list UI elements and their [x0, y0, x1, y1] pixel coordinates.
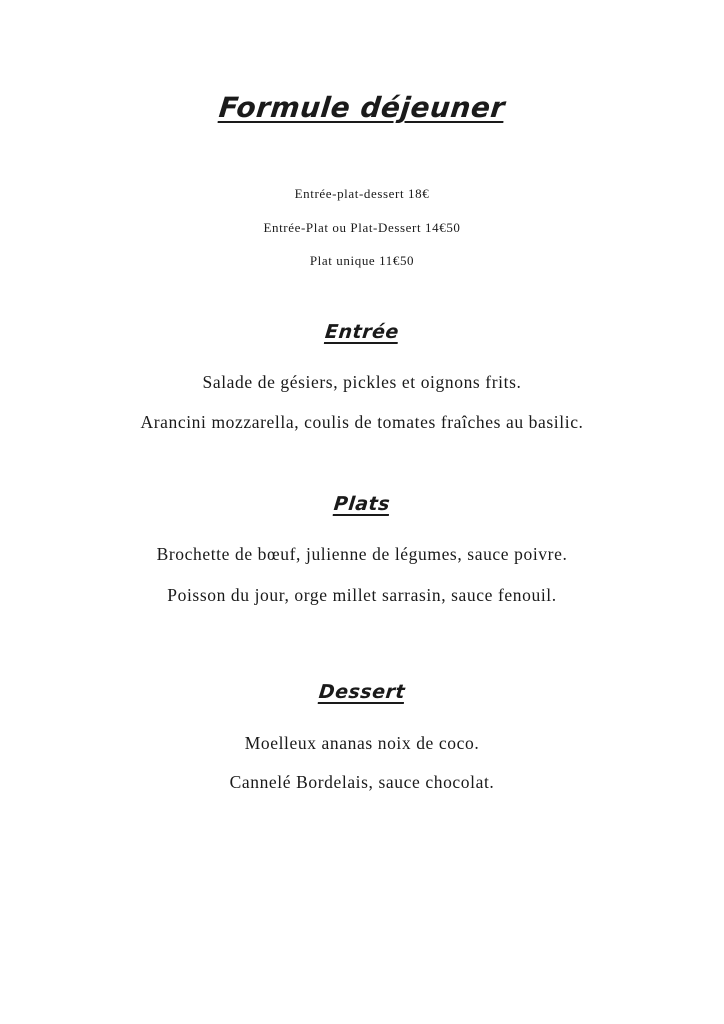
formula-item: Entrée-Plat ou Plat-Dessert 14€50 [263, 220, 461, 235]
dish-item: Salade de gésiers, pickles et oignons frits. [202, 372, 522, 392]
section-title-plats: Plats [332, 493, 392, 515]
dish-item: Cannelé Bordelais, sauce chocolat. [229, 772, 495, 792]
dish-item: Poisson du jour, orge millet sarrasin, sauce fenouil. [167, 585, 557, 605]
dish-item: Arancini mozzarella, coulis de tomates fraîches au basilic. [140, 412, 584, 432]
dish-item: Moelleux ananas noix de coco. [244, 733, 480, 753]
formula-item: Plat unique 11€50 [309, 253, 415, 268]
formula-item: Entrée-plat-dessert 18€ [294, 186, 430, 201]
dish-item: Brochette de bœuf, julienne de légumes, sauce poivre. [156, 544, 568, 564]
section-title-dessert: Dessert [317, 681, 407, 703]
menu-title: Formule déjeuner [217, 91, 507, 124]
section-title-entree: Entrée [323, 321, 401, 343]
